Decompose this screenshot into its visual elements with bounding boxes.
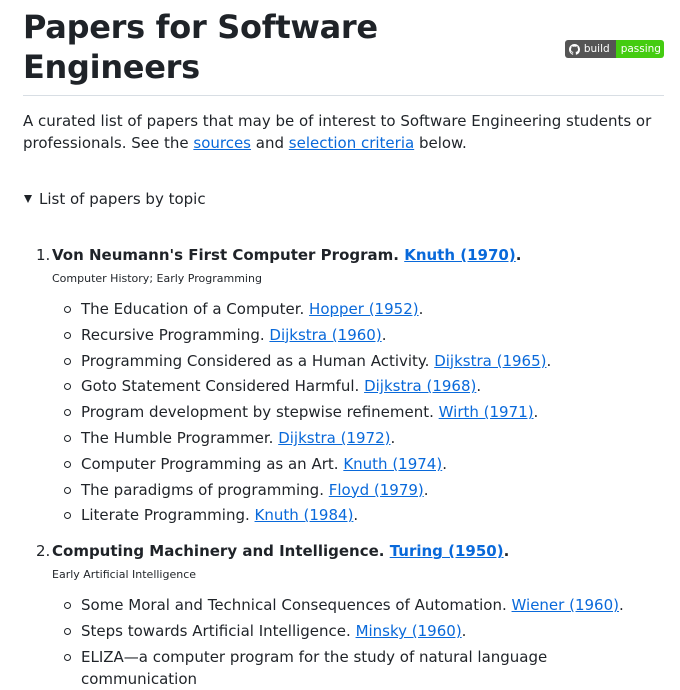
- paper-author-link[interactable]: Floyd (1979): [328, 480, 424, 499]
- bullet-icon: [64, 628, 71, 635]
- topic-heading: Von Neumann's First Computer Program. Knuth (1970).: [52, 246, 522, 264]
- bullet-icon: [64, 332, 71, 339]
- paper-item: Literate Programming. Knuth (1984).: [81, 504, 657, 526]
- paper-author-link[interactable]: Hopper (1952): [309, 300, 419, 318]
- paper-item: Recursive Programming. Dijkstra (1960).: [81, 324, 657, 346]
- intro-text-3: below.: [414, 134, 467, 152]
- bullet-icon: [64, 435, 71, 442]
- topic-author-link[interactable]: Knuth (1970): [404, 246, 516, 264]
- paper-list: [52, 594, 657, 690]
- paper-title: Steps towards Artificial Intelligence.: [81, 622, 351, 641]
- topic-tags: Early Artificial Intelligence: [52, 568, 197, 582]
- paper-title: Some Moral and Technical Consequences of Automation.: [81, 596, 507, 615]
- paper-title: The Humble Programmer.: [81, 428, 274, 447]
- bullet-icon: [64, 409, 71, 416]
- bullet-icon: [64, 358, 71, 365]
- paper-title: Programming Considered as a Human Activity.: [81, 351, 430, 370]
- paper-item: The Education of a Computer. Hopper (1952).: [81, 298, 657, 320]
- paper-title: Program development by stepwise refinement.: [81, 403, 434, 422]
- topic-title: Computing Machinery and Intelligence.: [52, 542, 385, 561]
- topic-tags: Computer History; Early Programming: [52, 272, 262, 285]
- page-title: Papers for Software Engineers: [23, 8, 378, 86]
- badge-left: [565, 40, 616, 58]
- bullet-icon: [64, 461, 71, 468]
- paper-author-link[interactable]: Dijkstra (1972): [278, 428, 391, 447]
- paper-item: Some Moral and Technical Consequences of Automation. Wiener (1960).: [81, 594, 657, 616]
- paper-item: Program development by stepwise refinement. Wirth (1971).: [81, 401, 657, 423]
- topic-author-link[interactable]: Turing (1950): [389, 542, 504, 561]
- disclosure-triangle-icon: [24, 195, 32, 203]
- paper-author-link[interactable]: Minsky (1960): [355, 622, 462, 641]
- intro-text-1: A curated list of papers that may be of interest to Software Engineering students or professionals. See the: [23, 112, 652, 152]
- paper-item: Steps towards Artificial Intelligence. Minsky (1960).: [81, 620, 657, 642]
- bullet-icon: [64, 487, 71, 494]
- paper-item: The paradigms of programming. Floyd (1979).: [81, 479, 657, 501]
- build-status-badge[interactable]: [565, 40, 664, 58]
- paper-author-link[interactable]: Wirth (1971): [438, 403, 534, 422]
- topic-item-2: [36, 540, 657, 690]
- bullet-icon: [64, 602, 71, 609]
- title-row: [23, 0, 664, 96]
- paper-author-link[interactable]: Dijkstra (1968): [364, 377, 477, 396]
- paper-title: Recursive Programming.: [81, 325, 265, 344]
- details-summary-toggle[interactable]: [23, 190, 657, 208]
- paper-item: The Humble Programmer. Dijkstra (1972).: [81, 427, 657, 449]
- paper-author-link[interactable]: Wiener (1960): [511, 596, 619, 615]
- paper-author-link[interactable]: Dijkstra (1965): [434, 351, 547, 370]
- paper-title: Goto Statement Considered Harmful.: [81, 377, 360, 396]
- paper-title: ELIZA—a computer program for the study of natural language communication: [81, 647, 548, 688]
- paper-title: The Education of a Computer.: [81, 300, 305, 318]
- bullet-icon: [64, 383, 71, 390]
- paper-author-link[interactable]: Knuth (1984): [254, 506, 354, 525]
- topic-list: [23, 244, 657, 690]
- paper-title: Computer Programming as an Art.: [81, 454, 339, 473]
- topic-heading: Computing Machinery and Intelligence. Turing (1950).: [52, 542, 510, 561]
- paper-item: Computer Programming as an Art. Knuth (1974).: [81, 453, 657, 475]
- paper-item: Goto Statement Considered Harmful. Dijkstra (1968).: [81, 375, 657, 397]
- paper-author-link[interactable]: Knuth (1974): [343, 454, 443, 473]
- intro-text-2: and: [251, 134, 289, 152]
- topic-number: 1.: [36, 246, 51, 264]
- badge-right-label: passing: [616, 40, 664, 58]
- sources-link[interactable]: sources: [193, 134, 252, 152]
- github-icon: [569, 44, 580, 55]
- details-summary-label: List of papers by topic: [39, 190, 206, 208]
- intro-paragraph: [23, 110, 653, 154]
- bullet-icon: [64, 654, 71, 661]
- paper-title: The paradigms of programming.: [81, 480, 324, 499]
- paper-title: Literate Programming.: [81, 506, 250, 525]
- selection-criteria-link[interactable]: selection criteria: [288, 134, 415, 152]
- paper-list: [52, 298, 657, 526]
- badge-left-label: build: [583, 43, 610, 55]
- topic-title: Von Neumann's First Computer Program.: [52, 246, 399, 264]
- topic-item-1: [36, 244, 657, 526]
- paper-author-link[interactable]: Dijkstra (1960): [269, 325, 382, 344]
- paper-item: Programming Considered as a Human Activity. Dijkstra (1965).: [81, 350, 657, 372]
- topic-number: 2.: [36, 542, 51, 561]
- bullet-icon: [64, 306, 71, 313]
- bullet-icon: [64, 512, 71, 519]
- paper-item: [81, 646, 657, 690]
